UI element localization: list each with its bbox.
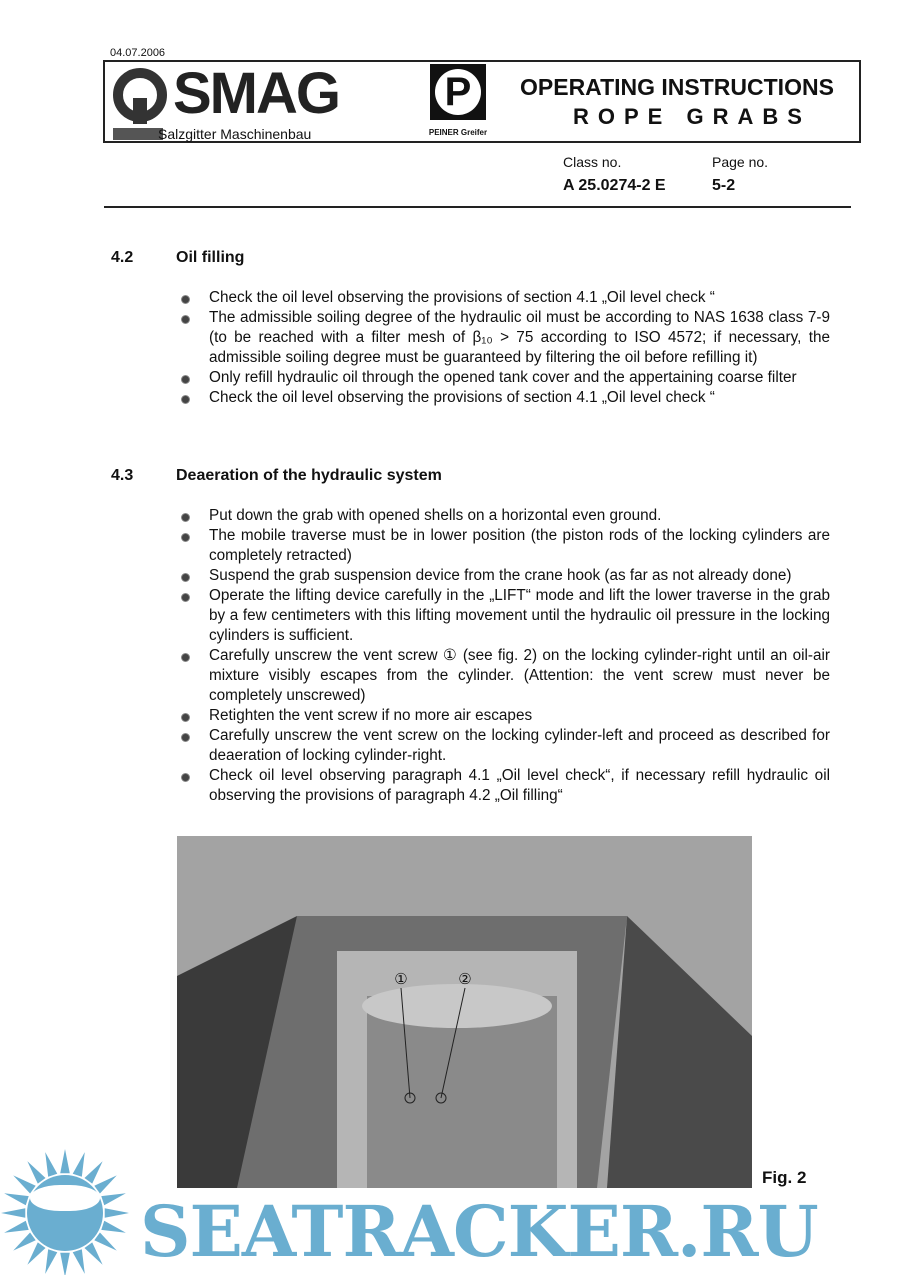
- list-item: Check the oil level observing the provisions of section 4.1 „Oil level check “: [176, 388, 830, 408]
- list-item: Carefully unscrew the vent screw on the locking cylinder-left and proceed as described for deaeration of locking cylinder-right.: [176, 726, 830, 766]
- list-item: Only refill hydraulic oil through the opened tank cover and the appertaining coarse filter: [176, 368, 830, 388]
- watermark-text: SEATRACKER.RU: [140, 1190, 818, 1273]
- smag-wordmark: SMAG: [173, 61, 339, 126]
- figure-photo: [177, 836, 752, 1188]
- sun-ray: [94, 1175, 116, 1193]
- section-title: Deaeration of the hydraulic system: [176, 467, 442, 484]
- sun-ray: [27, 1161, 45, 1183]
- sun-ray: [101, 1221, 126, 1233]
- list-item: Put down the grab with opened shells on a horizontal even ground.: [176, 506, 830, 526]
- figure-caption: Fig. 2: [762, 1168, 807, 1187]
- peiner-logo: [423, 64, 493, 142]
- sun-ray: [4, 1221, 29, 1233]
- list-item: Carefully unscrew the vent screw ① (see fig. 2) on the locking cylinder-right until an oil-air mixture visibly escapes from the cylinder. (Attention: the vent screw must never be completely unscrewed): [176, 646, 830, 706]
- bullet-list: [176, 506, 830, 806]
- callout-2: ②: [458, 971, 472, 988]
- sun-ray: [13, 1175, 35, 1193]
- list-item: Check oil level observing paragraph 4.1 „Oil level check“, if necessary refill hydraulic oil observing the provisions of paragraph 4.2 „Oil filling“: [176, 766, 830, 806]
- list-item: Check the oil level observing the provisions of section 4.1 „Oil level check “: [176, 288, 830, 308]
- class-label: Class no.: [563, 154, 622, 170]
- document-date: 04.07.2006: [110, 47, 166, 59]
- class-value: A 25.0274-2 E: [563, 177, 666, 194]
- smag-logo: [113, 61, 353, 142]
- callout-1: ①: [394, 971, 408, 988]
- sun-ray: [4, 1193, 29, 1205]
- sun-ray: [84, 1242, 102, 1264]
- sun-ray: [84, 1161, 102, 1183]
- section-number: 4.3: [111, 467, 134, 484]
- page-label: Page no.: [712, 154, 769, 170]
- bullet-list: [176, 288, 830, 408]
- sun-ray: [45, 1152, 57, 1177]
- sun-watermark-icon: [0, 1145, 135, 1275]
- list-item: The mobile traverse must be in lower position (the piston rods of the locking cylinders are completely retracted): [176, 526, 830, 566]
- header-rule: [104, 206, 851, 208]
- list-item: Operate the lifting device carefully in the „LIFT“ mode and lift the lower traverse in the grab by a few centimeters with this lifting movement until the hydraulic oil pressure in the locking cylinders is sufficient.: [176, 586, 830, 646]
- section-number: 4.2: [111, 249, 134, 266]
- sun-ray: [73, 1152, 85, 1177]
- list-item: Retighten the vent screw if no more air escapes: [176, 706, 830, 726]
- sun-ray: [27, 1242, 45, 1264]
- section-title: Oil filling: [176, 249, 245, 266]
- doc-subtitle: ROPE GRABS: [573, 104, 811, 129]
- sun-ray: [73, 1249, 85, 1274]
- sun-ray: [13, 1232, 35, 1250]
- peiner-letter: P: [435, 69, 481, 115]
- sun-ray: [60, 1253, 70, 1275]
- header-box: [103, 60, 861, 143]
- page-value: 5-2: [712, 177, 736, 194]
- doc-title: OPERATING INSTRUCTIONS: [520, 74, 834, 100]
- list-item: The admissible soiling degree of the hydraulic oil must be according to NAS 1638 class 7-9 (to be reached with a filter mesh of β₁₀ > 75 according to ISO 4572; if necessary, the admissible soiling degree must be guaranteed by filtering the oil before refilling it): [176, 308, 830, 368]
- sun-ray: [94, 1232, 116, 1250]
- sun-ray: [45, 1249, 57, 1274]
- sun-ray: [105, 1208, 129, 1218]
- peiner-subtitle: PEINER Greifer: [428, 128, 488, 137]
- list-item: Suspend the grab suspension device from the crane hook (as far as not already done): [176, 566, 830, 586]
- sun-ray: [60, 1149, 70, 1173]
- sun-ray: [1, 1208, 25, 1218]
- smag-subtitle: Salzgitter Maschinenbau: [158, 126, 312, 142]
- sun-ray: [101, 1193, 126, 1205]
